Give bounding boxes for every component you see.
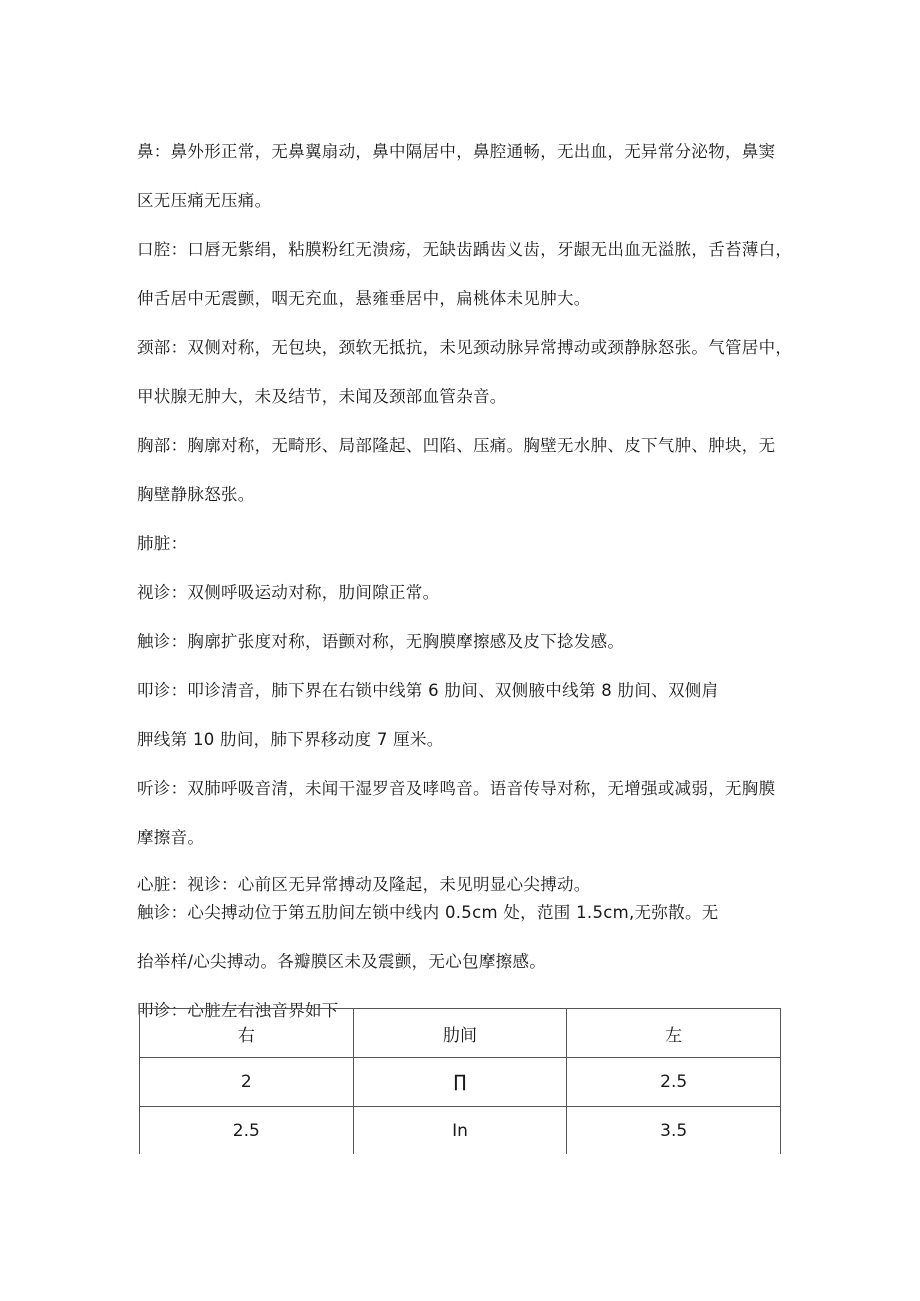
paragraph-mouth-line1: 口腔：口唇无紫绢，粘膜粉红无溃疡，无缺齿踽齿义齿，牙龈无出血无溢脓，舌苔薄白，	[137, 239, 793, 259]
paragraph-chest-line2: 胸壁静脉怒张。	[137, 484, 255, 504]
paragraph-heart-inspection: 心脏：视诊：心前区无异常搏动及隆起，未见明显心尖搏动。	[137, 874, 591, 894]
page-cut-mask	[130, 1154, 800, 1164]
table-cell: 2.5	[140, 1107, 354, 1156]
table-cell: ∏	[353, 1058, 567, 1107]
header-right: 右	[140, 1009, 354, 1058]
table-cell: 2.5	[567, 1058, 781, 1107]
paragraph-neck-line1: 颈部：双侧对称，无包块，颈软无抵抗，未见颈动脉异常搏动或颈静脉怒张。气管居中，	[137, 337, 793, 357]
paragraph-chest-line1: 胸部：胸廓对称，无畸形、局部隆起、凹陷、压痛。胸壁无水肿、皮下气肿、肿块，无	[137, 435, 776, 455]
paragraph-heart-percussion: 叩诊：心脏左右浊音界如下	[137, 1000, 339, 1020]
table-header-row	[140, 1009, 781, 1058]
paragraph-lung-percussion-line1: 叩诊：叩诊清音，肺下界在右锁中线第 6 肋间、双侧腋中线第 8 肋间、双侧肩	[137, 680, 719, 700]
table-cell: In	[353, 1107, 567, 1156]
paragraph-lung-percussion-line2: 胛线第 10 肋间，肺下界移动度 7 厘米。	[137, 729, 444, 749]
paragraph-lung-auscultation-line1: 听诊：双肺呼吸音清，未闻干湿罗音及哮鸣音。语音传导对称，无增强或减弱，无胸膜	[137, 778, 776, 798]
table-cell: 2	[140, 1058, 354, 1107]
paragraph-mouth-line2: 伸舌居中无震颤，咽无充血，悬雍垂居中，扁桃体未见肿大。	[137, 288, 591, 308]
paragraph-nose-line2: 区无压痛无压痛。	[137, 190, 272, 210]
paragraph-nose-line1: 鼻：鼻外形正常，无鼻翼扇动，鼻中隔居中，鼻腔通畅，无出血，无异常分泌物，鼻窦	[137, 141, 776, 161]
header-intercostal: 肋间	[353, 1009, 567, 1058]
header-left: 左	[567, 1009, 781, 1058]
paragraph-neck-line2: 甲状腺无肿大，未及结节，未闻及颈部血管杂音。	[137, 386, 507, 406]
table-row	[140, 1058, 781, 1107]
table-row	[140, 1107, 781, 1156]
cardiac-dullness-table	[139, 1008, 781, 1156]
paragraph-lung-inspection: 视诊：双侧呼吸运动对称，肋间隙正常。	[137, 582, 440, 602]
paragraph-heart-palpation-line2: 抬举样/心尖搏动。各瓣膜区未及震颤，无心包摩擦感。	[137, 951, 547, 971]
paragraph-heart-palpation-line1: 触诊：心尖搏动位于第五肋间左锁中线内 0.5cm 处，范围 1.5cm,无弥散。无	[137, 902, 719, 922]
table-cell: 3.5	[567, 1107, 781, 1156]
heading-lungs: 肺脏：	[137, 533, 188, 553]
paragraph-lung-auscultation-line2: 摩擦音。	[137, 827, 205, 847]
paragraph-lung-palpation: 触诊：胸廓扩张度对称，语颤对称，无胸膜摩擦感及皮下捻发感。	[137, 631, 625, 651]
